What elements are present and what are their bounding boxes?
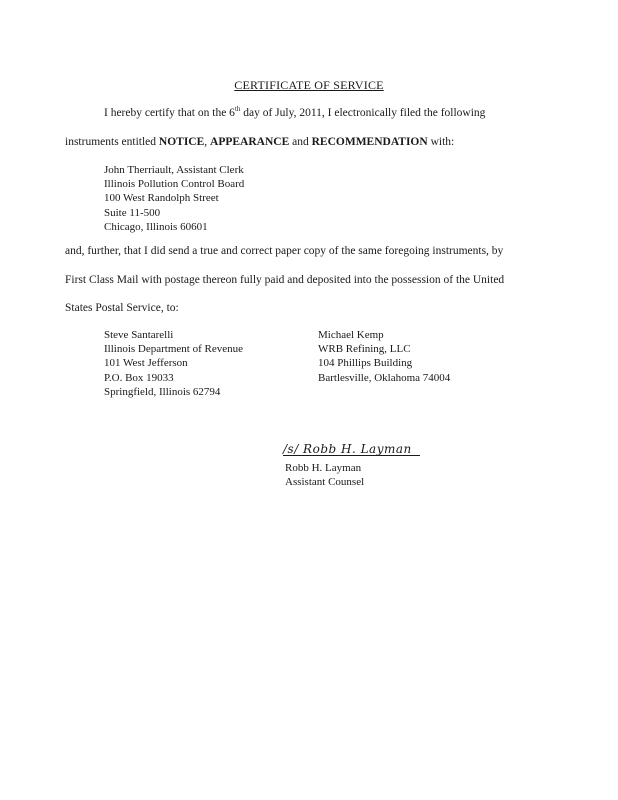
address-line: P.O. Box 19033	[104, 371, 174, 384]
filing-address-block	[104, 163, 244, 234]
instruments-text: instruments entitled	[65, 136, 159, 148]
with-text: with:	[427, 136, 455, 148]
signature-line	[283, 455, 420, 456]
address-line: WRB Refining, LLC	[318, 343, 411, 356]
intro-text-b: day of July, 2011, I electronically filed the following	[240, 107, 486, 119]
signature-script: /s/ Robb H. Layman	[283, 442, 412, 456]
doc-notice: NOTICE	[158, 136, 205, 148]
signatory-title: Assistant Counsel	[285, 476, 365, 489]
address-line: John Therriault, Assistant Clerk	[104, 164, 244, 176]
address-line: 100 West Randolph Street	[104, 192, 219, 205]
separator: ,	[204, 136, 211, 148]
address-line: 101 West Jefferson	[104, 357, 188, 370]
address-line: Illinois Department of Revenue	[104, 343, 243, 356]
conjunction: and	[289, 136, 312, 148]
recipient-right-block	[318, 328, 450, 385]
service-line-3: States Postal Service, to:	[65, 302, 179, 314]
address-line: Suite 11-500	[104, 206, 161, 219]
doc-recommendation: RECOMMENDATION	[311, 136, 428, 148]
doc-appearance: APPEARANCE	[210, 136, 290, 148]
address-line: Illinois Pollution Control Board	[104, 178, 245, 191]
address-line: 104 Phillips Building	[318, 357, 413, 370]
intro-line-1	[104, 107, 485, 119]
intro-line-2	[65, 136, 454, 148]
recipient-left-block	[104, 328, 243, 399]
address-line: Chicago, Illinois 60601	[104, 220, 208, 233]
address-line: Springfield, Illinois 62794	[104, 385, 221, 398]
service-line-2: First Class Mail with postage thereon fully paid and deposited into the possession of the United	[65, 274, 505, 286]
signatory-block	[285, 461, 364, 489]
certificate-title: CERTIFICATE OF SERVICE	[234, 78, 384, 92]
address-line: Steve Santarelli	[104, 329, 174, 341]
ordinal-suffix: th	[234, 105, 241, 114]
intro-text-a: I hereby certify that on the 6	[104, 107, 235, 119]
signatory-name: Robb H. Layman	[285, 462, 362, 474]
address-line: Bartlesville, Oklahoma 74004	[318, 371, 451, 384]
service-line-1: and, further, that I did send a true and correct paper copy of the same foregoing instruments, by	[65, 245, 504, 257]
address-line: Michael Kemp	[318, 329, 384, 341]
